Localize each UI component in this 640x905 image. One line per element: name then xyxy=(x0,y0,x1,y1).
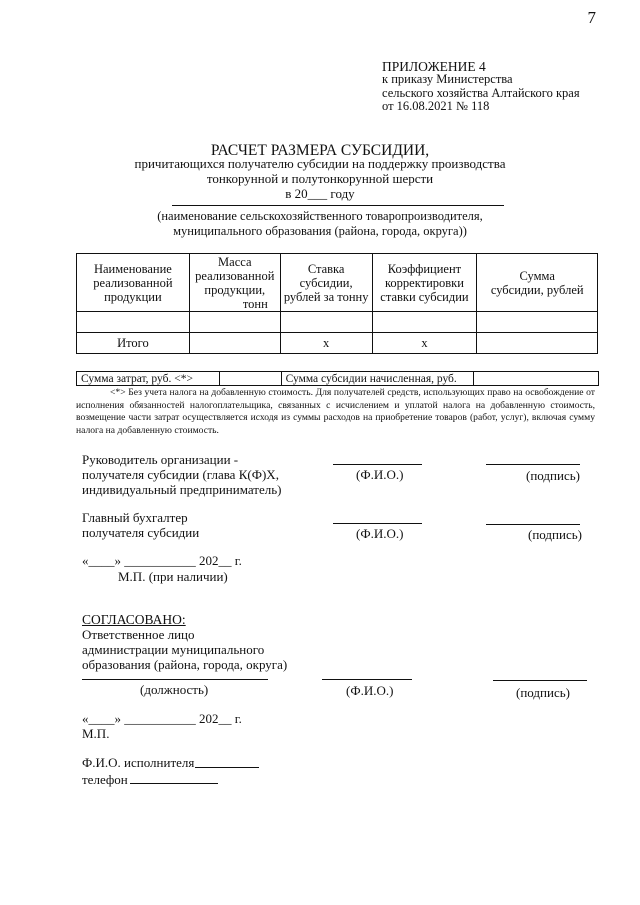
appendix-order: к приказу Министерства xyxy=(382,72,513,87)
appendix-number: ПРИЛОЖЕНИЕ 4 xyxy=(382,59,486,74)
total-amount xyxy=(477,333,598,354)
accountant-fio-caption: (Ф.И.О.) xyxy=(356,526,404,541)
producer-name-line xyxy=(172,205,504,206)
subsidy-sum-value xyxy=(474,372,599,386)
appendix-ministry: сельского хозяйства Алтайского края xyxy=(382,85,580,100)
table-row xyxy=(77,312,598,333)
executor-fio-line xyxy=(195,767,259,768)
accountant-fio-line xyxy=(333,523,422,524)
header-product-mass: Масса реализованной продукции, тонн xyxy=(189,254,280,312)
accountant-signature-line xyxy=(486,524,580,525)
total-coefficient: x xyxy=(372,333,477,354)
header-product-name: Наименование реализованной продукции xyxy=(77,254,190,312)
agreed-official: Ответственное лицо администрации муниципального образования (района, города, округа) xyxy=(82,627,288,672)
executor-fio-label: Ф.И.О. исполнителя xyxy=(82,755,195,770)
head-signature-caption: (подпись) xyxy=(526,468,580,483)
total-mass xyxy=(189,333,280,354)
producer-caption-line-2: муниципального образования (района, города, округа)) xyxy=(173,223,467,238)
head-signatory: Руководитель организации - получателя субсидии (глава К(Ф)Х, индивидуальный предприниматель) xyxy=(82,452,282,497)
producer-caption xyxy=(0,209,640,238)
total-rate: x xyxy=(280,333,372,354)
head-fio-line xyxy=(333,464,422,465)
subsidy-sum-label: Сумма субсидии начисленная, руб. xyxy=(281,372,474,386)
agreed-seal: М.П. xyxy=(82,726,110,741)
document-subtitle xyxy=(0,156,640,201)
agreed-position-caption: (должность) xyxy=(140,682,209,697)
agreed-heading: СОГЛАСОВАНО: xyxy=(82,612,186,627)
agreed-signature-line xyxy=(493,680,587,681)
subtitle-line-3: в 20___ году xyxy=(285,186,355,201)
accountant-signatory: Главный бухгалтер получателя субсидии xyxy=(82,510,200,540)
header-subsidy-rate: Ставка субсидии, рублей за тонну xyxy=(280,254,372,312)
sum-row xyxy=(77,372,599,386)
header-subsidy-amount: Сумма субсидии, рублей xyxy=(477,254,598,312)
header-correction-coefficient: Коэффициент корректировки ставки субсидии xyxy=(372,254,477,312)
executor-phone-label: телефон xyxy=(82,772,128,787)
seal-optional: М.П. (при наличии) xyxy=(118,569,228,584)
agreed-fio-line xyxy=(322,679,412,680)
appendix-block xyxy=(382,60,580,114)
head-fio-caption: (Ф.И.О.) xyxy=(356,467,404,482)
head-signature-line xyxy=(486,464,580,465)
agreed-signature-caption: (подпись) xyxy=(516,685,570,700)
agreed-date: «____» ___________ 202__ г. xyxy=(82,711,242,726)
agreed-fio-caption: (Ф.И.О.) xyxy=(346,683,394,698)
producer-caption-line-1: (наименование сельскохозяйственного товаропроизводителя, xyxy=(157,209,483,223)
footnote: <*> Без учета налога на добавленную стоимость. Для получателей средств, использующих право на освобождение от исполнения обязанностей налогоплательщика, связанных с исчислением и уплатой налога на добавленную стоимость, возмещение части затрат осуществляется исходя из суммы расходов на приобретение товаров (работ, услуг), включая сумму налога на добавленную стоимость. xyxy=(76,387,595,436)
accountant-signature-caption: (подпись) xyxy=(528,527,582,542)
page-number: 7 xyxy=(587,8,596,27)
executor-phone-line xyxy=(130,783,218,784)
table-header-row xyxy=(77,254,598,312)
table-total-row xyxy=(77,333,598,354)
costs-sum-label: Сумма затрат, руб. <*> xyxy=(77,372,220,386)
sum-table xyxy=(76,371,599,386)
subtitle-line-2: тонкорунной и полутонкорунной шерсти xyxy=(206,171,434,186)
total-label: Итого xyxy=(77,333,190,354)
appendix-date: от 16.08.2021 № 118 xyxy=(382,99,490,114)
document-title: РАСЧЕТ РАЗМЕРА СУБСИДИИ, xyxy=(210,142,430,159)
subtitle-line-1: причитающихся получателю субсидии на поддержку производства xyxy=(134,156,506,171)
subsidy-table xyxy=(76,253,598,354)
signature-date: «____» ___________ 202__ г. xyxy=(82,553,242,568)
agreed-position-line xyxy=(82,679,268,680)
costs-sum-value xyxy=(219,372,281,386)
